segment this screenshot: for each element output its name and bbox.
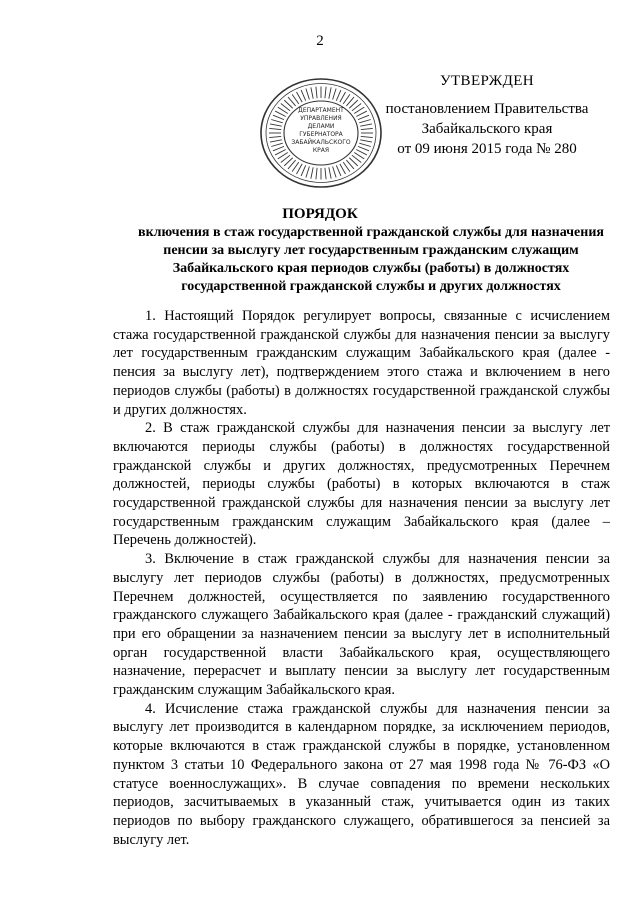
- approved-label: УТВЕРЖДЕН: [439, 73, 535, 89]
- seal-ring-mark: [325, 87, 326, 98]
- approval-line: Забайкальского края: [421, 121, 553, 137]
- seal-line: УПРАВЛЕНИЯ: [300, 115, 342, 122]
- seal-ring-mark: [356, 149, 367, 154]
- seal-ring-mark: [359, 120, 370, 123]
- seal-ring-mark: [306, 89, 309, 100]
- seal-ring-mark: [311, 167, 313, 178]
- seal-ring-mark: [306, 166, 309, 177]
- seal-ring-mark: [358, 146, 369, 150]
- seal-ring-mark: [361, 128, 373, 129]
- document-subtitle: включения в стаж государственной гражданской службы для назначения пенсии за выслугу лет государственным гражданским служащим Забайкальского края периодов службы (работы) в должностях государственной гражданской службы и других должностях: [138, 225, 604, 294]
- approval-block: [374, 71, 600, 159]
- seal-ring-mark: [270, 124, 282, 126]
- seal-ring-mark: [271, 143, 282, 146]
- seal-ring-mark: [301, 165, 306, 176]
- seal-line: ДЕПАРТАМЕНТ: [298, 107, 344, 114]
- seal-ring-mark: [325, 168, 326, 179]
- seal-line: ДЕЛАМИ: [307, 123, 335, 130]
- seal-ring-mark: [273, 146, 284, 150]
- seal-ring-mark: [361, 136, 373, 137]
- seal-ring-mark: [273, 115, 284, 119]
- seal-ring-mark: [336, 90, 341, 101]
- seal-ring-mark: [329, 87, 331, 98]
- seal-ring-mark: [275, 149, 286, 154]
- seal-ring-mark: [333, 166, 336, 177]
- seal-ring-mark: [316, 168, 317, 179]
- seal-ring-mark: [340, 164, 346, 174]
- seal-stamp: [258, 76, 384, 190]
- seal-line: ЗАБАЙКАЛЬСКОГО: [291, 139, 351, 146]
- seal-ring-mark: [358, 115, 369, 119]
- seal-line: КРАЯ: [312, 147, 330, 154]
- seal-ring-mark: [360, 140, 372, 142]
- seal-ring-mark: [270, 140, 282, 142]
- seal-ring-mark: [271, 120, 282, 123]
- seal-ring-mark: [296, 164, 302, 174]
- paragraph: 2. В стаж гражданской службы для назначения пенсии за выслугу лет включаются периоды службы (работы) в должностях государственной гражданской службы и других должностях, предусмотренных Перечнем должностей, периоды службы (работы) в которых включаются в стаж государственной гражданской службы для назначения пенсии за выслугу лет государственным гражданским служащим Забайкальского края (далее – Перечень должностей).: [113, 420, 610, 549]
- seal-line: ГУБЕРНАТОРА: [299, 131, 343, 138]
- seal-ring-mark: [301, 90, 306, 101]
- seal-inner-text: [291, 107, 350, 154]
- paragraph: 4. Исчисление стажа гражданской службы для назначения пенсии за выслугу лет производится в календарном порядке, за исключением периодов, которые включаются в стаж гражданской службы в порядке, установленном пунктом 3 статьи 10 Федерального закона от 27 мая 1998 года № 76-ФЗ «О статусе военнослужащих». В случае совпадения по времени нескольких периодов, засчитываемых в указанный стаж, учитывается один из таких периодов по выбору гражданского служащего, обратившегося за пенсией за выслугу лет.: [113, 700, 610, 848]
- approval-date-line: от 09 июня 2015 года № 280: [397, 141, 577, 157]
- document-body: [113, 307, 610, 849]
- seal-ring-mark: [359, 143, 370, 146]
- seal-ring-mark: [360, 124, 372, 126]
- document-title: ПОРЯДОК: [282, 206, 358, 222]
- page-number: 2: [316, 33, 324, 49]
- seal-ring-mark: [296, 92, 302, 102]
- seal-ring-mark: [275, 111, 286, 116]
- seal-ring-mark: [356, 111, 367, 116]
- seal-ring-mark: [316, 87, 317, 98]
- seal-ring-mark: [336, 165, 341, 176]
- approval-line: постановлением Правительства: [385, 101, 589, 117]
- paragraph: 1. Настоящий Порядок регулирует вопросы, связанные с исчислением стажа государственной гражданской службы для назначения пенсии за выслугу лет государственным гражданским служащим Забайкальского края (далее - пенсия за выслугу лет), подтверждением этого стажа и включением в него периодов службы (работы) в должностях государственной гражданской службы и других должностях.: [113, 308, 610, 418]
- seal-ring-mark: [269, 128, 281, 129]
- seal-ring-mark: [311, 87, 313, 98]
- seal-ring-mark: [333, 89, 336, 100]
- seal-ring-mark: [269, 136, 281, 137]
- paragraph: 3. Включение в стаж гражданской службы для назначения пенсии за выслугу лет периодов службы (работы) в должностях, предусмотренных Перечнем должностей, осуществляется по заявлению государственного гражданского служащего Забайкальского края (далее - гражданский служащий) при его обращении за назначением пенсии за выслугу лет в исполнительный орган государственной власти Забайкальского края, осуществляющего назначение, перерасчет и выплату пенсии за выслугу лет государственным гражданским служащим Забайкальского края.: [113, 551, 610, 699]
- seal-ring-mark: [329, 167, 331, 178]
- seal-ring-mark: [340, 92, 346, 102]
